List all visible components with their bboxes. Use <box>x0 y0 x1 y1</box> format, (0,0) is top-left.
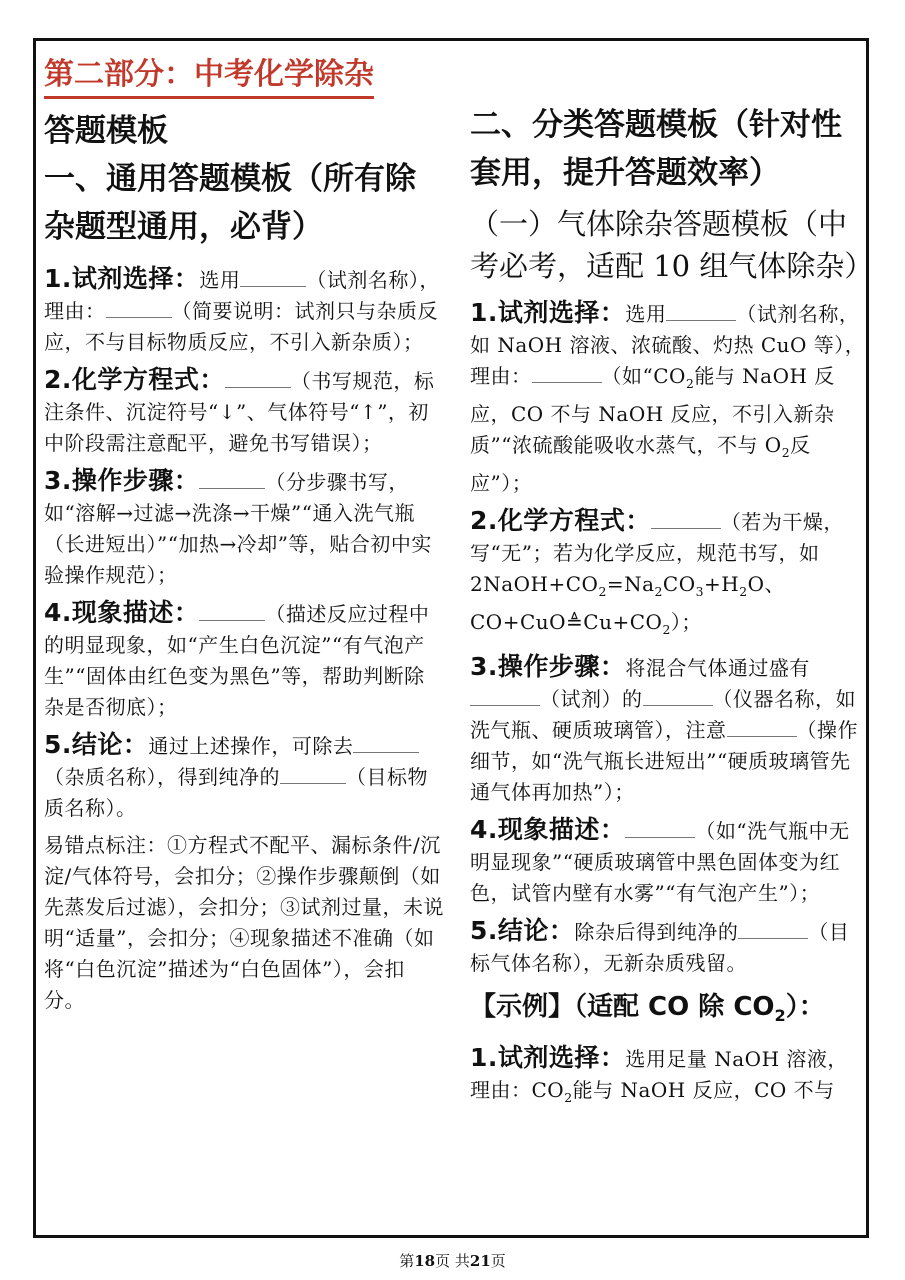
r-item3-text-d: （操作细节，如“洗气瓶长进短出”“硬质玻璃管先通气体再加热”）； <box>470 718 858 804</box>
total-pages: 21 <box>469 1252 491 1270</box>
r-item1-text-a: 选用 <box>625 302 667 326</box>
subscript: 2 <box>564 1090 573 1106</box>
r-item1-text-c1: （如“CO <box>601 364 686 388</box>
r-item3-text-c: （仪器名称，如洗气瓶、硬质玻璃管），注意 <box>470 687 856 742</box>
r-item3-label: 3.操作步骤： <box>470 652 626 681</box>
section2-heading: 二、分类答题模板（针对性套用，提升答题效率） <box>470 107 842 191</box>
r-item2-text-a: （若为干燥，写“无”；若为化学反应，规范书写，如 2NaOH+CO <box>470 510 844 596</box>
r-item1 <box>470 297 866 499</box>
example-heading <box>470 985 866 1038</box>
blank <box>199 472 265 489</box>
item1-label: 1.试剂选择： <box>44 264 200 293</box>
r-item3-text-b: （试剂）的 <box>540 687 643 711</box>
r-item4 <box>470 814 866 909</box>
item2-text: （书写规范，标注条件、沉淀符号“↓”、气体符号“↑”，初中阶段需注意配平，避免书写错误）； <box>44 369 435 455</box>
r-item2-text-b: =Na <box>606 572 655 596</box>
blank <box>199 604 265 621</box>
item2-label: 2.化学方程式： <box>44 365 225 394</box>
blank <box>666 304 736 321</box>
r-item1-text-c2: 能与 NaOH 反应，CO 不与 NaOH 反应，不引入新杂质”“浓硫酸能吸收水蒸气，不与 O <box>470 364 835 457</box>
example-item1 <box>470 1042 866 1113</box>
r-item5 <box>470 915 866 979</box>
blank <box>651 512 721 529</box>
r-item2 <box>470 505 866 645</box>
blank <box>106 301 172 318</box>
item3-text: （分步骤书写，如“溶解→过滤→洗涤→干燥”“通入洗气瓶（长进短出）”“加热→冷却”等，贴合初中实验操作规范）； <box>44 470 432 587</box>
item5-text-b: （杂质名称），得到纯净的 <box>44 765 280 789</box>
item5-text-c: （目标物质名称）。 <box>44 765 428 820</box>
subscript: 2 <box>662 622 671 637</box>
r-item1-text-b: （试剂名称，如 NaOH 溶液、浓硫酸、灼热 CuO 等），理由： <box>470 302 866 388</box>
r-item5-text-a: 除杂后得到纯净的 <box>574 920 739 944</box>
subscript: 2 <box>654 584 663 599</box>
example-heading-b: ）： <box>785 992 825 1022</box>
r-item2-text-f: ）； <box>670 610 702 634</box>
item5-text-a: 通过上述操作，可除去 <box>148 734 354 758</box>
item5-label: 5.结论： <box>44 730 149 759</box>
item2 <box>44 364 444 459</box>
ex-item1-text-b: 能与 NaOH 反应，CO 不与 <box>572 1078 835 1103</box>
page-frame <box>33 38 874 1238</box>
subscript: 2 <box>739 584 748 599</box>
r-item4-label: 4.现象描述： <box>470 815 626 844</box>
r-item2-label: 2.化学方程式： <box>470 506 651 535</box>
item4 <box>44 597 444 723</box>
page-number: 18 <box>414 1252 436 1270</box>
ex-item1-label: 1.试剂选择： <box>470 1043 626 1073</box>
blank <box>470 689 540 706</box>
blank <box>280 767 346 784</box>
r-item3 <box>470 651 866 808</box>
subscript: 2 <box>781 445 791 460</box>
page-footer <box>0 1250 905 1271</box>
page-title: 第二部分：中考化学除杂 <box>44 55 374 99</box>
footer-text-c: 页 <box>490 1252 506 1270</box>
blank <box>738 922 808 939</box>
item1-text-b: （试剂名称），理由： <box>44 268 440 323</box>
r-item2-text-d: +H <box>704 572 740 596</box>
blank <box>225 371 291 388</box>
footer-text-a: 第 <box>399 1252 415 1270</box>
blank <box>353 736 419 753</box>
r-item1-text-c3: 反应”）； <box>470 433 811 495</box>
footer-text-b: 页 共 <box>435 1252 470 1270</box>
sub-heading: （一）气体除杂答题模板（中考必考，适配 10 组气体除杂） <box>470 207 874 283</box>
errors-note: 易错点标注：①方程式不配平、漏标条件/沉淀/气体符号，会扣分；②操作步骤颠倒（如先蒸发后过滤），会扣分；③试剂过量，未说明“适量”，会扣分；④现象描述不准确（如将“白色沉淀”描述为“白色固体”），会扣分。 <box>44 833 444 1012</box>
r-item3-text-a: 将混合气体通过盛有 <box>625 656 810 680</box>
subscript: 2 <box>598 584 607 599</box>
item3 <box>44 465 444 591</box>
subscript: 3 <box>695 584 705 599</box>
item1-text-a: 选用 <box>199 268 241 292</box>
item5 <box>44 729 444 824</box>
blank <box>532 366 602 383</box>
blank <box>625 821 695 838</box>
blank <box>240 270 306 287</box>
r-item4-text: （如“洗气瓶中无明显现象”“硬质玻璃管中黑色固体变为红色，试管内壁有水雾”“有气泡产生”）； <box>470 819 850 905</box>
section1-heading: 一、通用答题模板（所有除杂题型通用，必背） <box>44 161 416 245</box>
right-column <box>470 41 874 1119</box>
subscript: 2 <box>685 376 695 391</box>
r-item5-text-b: （目标气体名称），无新杂质残留。 <box>470 920 850 975</box>
blank <box>643 689 713 706</box>
heading-main: 答题模板 <box>44 113 168 149</box>
r-item2-text-e: O、CO+CuO≜Cu+CO <box>470 572 786 634</box>
subscript: 2 <box>774 1006 786 1026</box>
example-heading-a: 【示例】（适配 CO 除 CO <box>470 992 775 1022</box>
ex-item1-text-a: 选用足量 NaOH 溶液，理由：CO <box>470 1047 848 1103</box>
item1-text-c: （简要说明：试剂只与杂质反应，不与目标物质反应，不引入新杂质）； <box>44 299 438 354</box>
item1 <box>44 263 444 358</box>
blank <box>727 720 797 737</box>
left-column <box>44 41 444 1022</box>
item4-label: 4.现象描述： <box>44 598 200 627</box>
item3-label: 3.操作步骤： <box>44 466 200 495</box>
r-item5-label: 5.结论： <box>470 916 575 945</box>
r-item2-text-c: CO <box>662 572 696 596</box>
item4-text: （描述反应过程中的明显现象，如“产生白色沉淀”“有气泡产生”“固体由红色变为黑色”等，帮助判断除杂是否彻底）； <box>44 602 430 719</box>
r-item1-label: 1.试剂选择： <box>470 298 626 327</box>
